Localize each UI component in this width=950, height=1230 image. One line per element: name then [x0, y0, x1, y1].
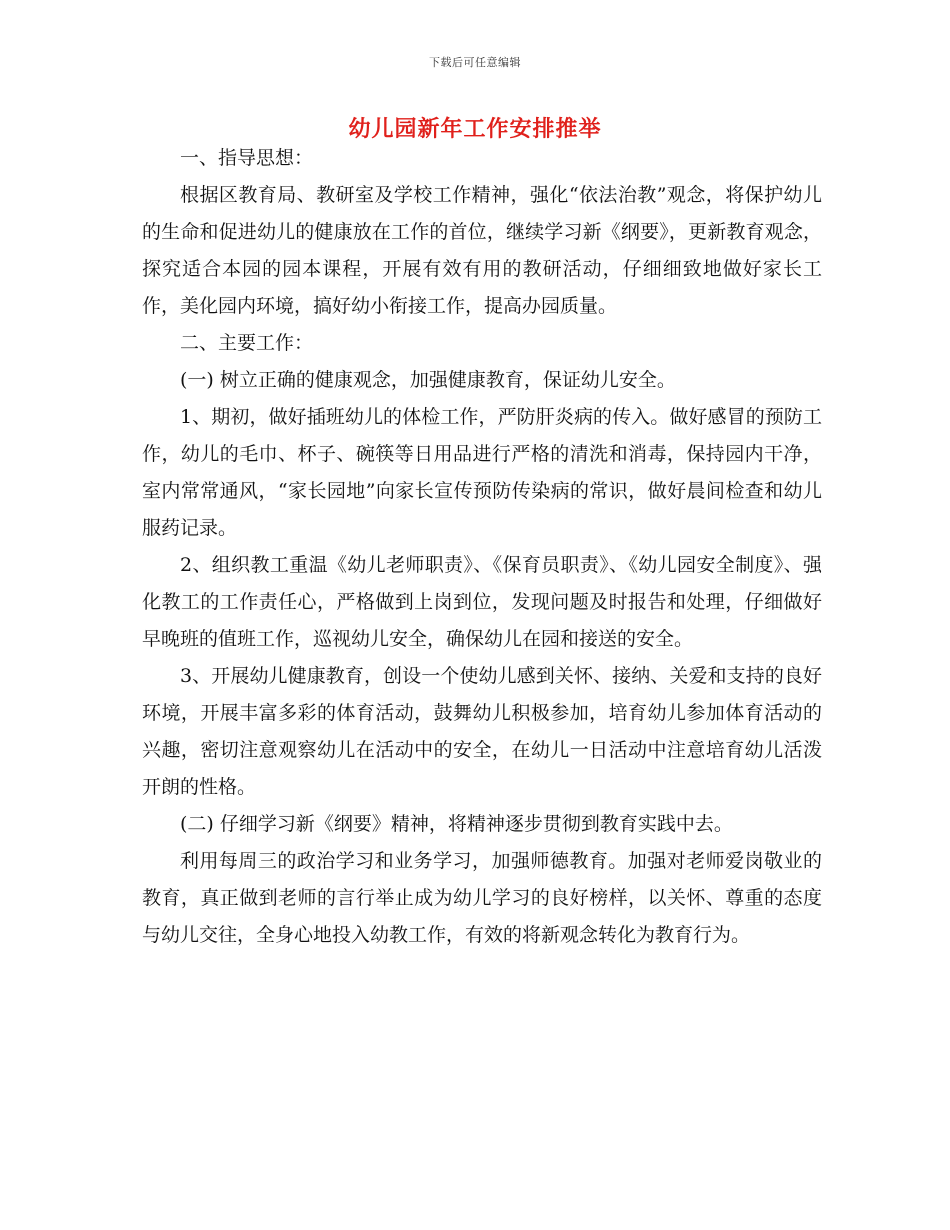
document-body [142, 140, 822, 954]
paragraph-guiding-text: 根据区教育局、教研室及学校工作精神，强化“依法治教”观念，将保护幼儿的生命和促进幼儿的健康放在工作的首位，继续学习新《纲要》，更新教育观念，探究适合本园的园本课程，开展有效有用的教研活动，仔细细致地做好家长工作，美化园内环境，搞好幼小衔接工作，提高办园质量。 [142, 184, 822, 317]
paragraph-item-3: 3、开展幼儿健康教育，创设一个使幼儿感到关怀、接纳、关爱和支持的良好环境，开展丰富多彩的体育活动，鼓舞幼儿积极参加，培育幼儿参加体育活动的兴趣，密切注意观察幼儿在活动中的安全，在幼儿一日活动中注意培育幼儿活泼开朗的性格。 [142, 665, 822, 798]
document-title: 幼儿园新年工作安排推举 [348, 117, 602, 142]
paragraph-subheading-outline: (二) 仔细学习新《纲要》精神，将精神逐步贯彻到教育实践中去。 [180, 813, 733, 835]
paragraph-study-text: 利用每周三的政治学习和业务学习，加强师德教育。加强对老师爱岗敬业的教育，真正做到老师的言行举止成为幼儿学习的良好榜样，以关怀、尊重的态度与幼儿交往，全身心地投入幼教工作，有效的将新观念转化为教育行为。 [142, 850, 822, 946]
paragraph-item-1: 1、期初，做好插班幼儿的体检工作，严防肝炎病的传入。做好感冒的预防工作，幼儿的毛巾、杯子、碗筷等日用品进行严格的清洗和消毒，保持园内干净，室内常常通风，“家长园地”向家长宣传预防传染病的常识，做好晨间检查和幼儿服药记录。 [142, 406, 822, 539]
paragraph-item-2: 2、组织教工重温《幼儿老师职责》、《保育员职责》、《幼儿园安全制度》、强化教工的工作责任心，严格做到上岗到位，发现问题及时报告和处理，仔细做好早晚班的值班工作，巡视幼儿安全，确保幼儿在园和接送的安全。 [142, 554, 822, 650]
page-header: 下载后可任意编辑 [429, 56, 521, 69]
paragraph-subheading-health: (一) 树立正确的健康观念，加强健康教育，保证幼儿安全。 [180, 369, 676, 391]
paragraph-main-work-heading: 二、主要工作： [180, 332, 314, 354]
paragraph-guiding-heading: 一、指导思想： [180, 147, 314, 169]
